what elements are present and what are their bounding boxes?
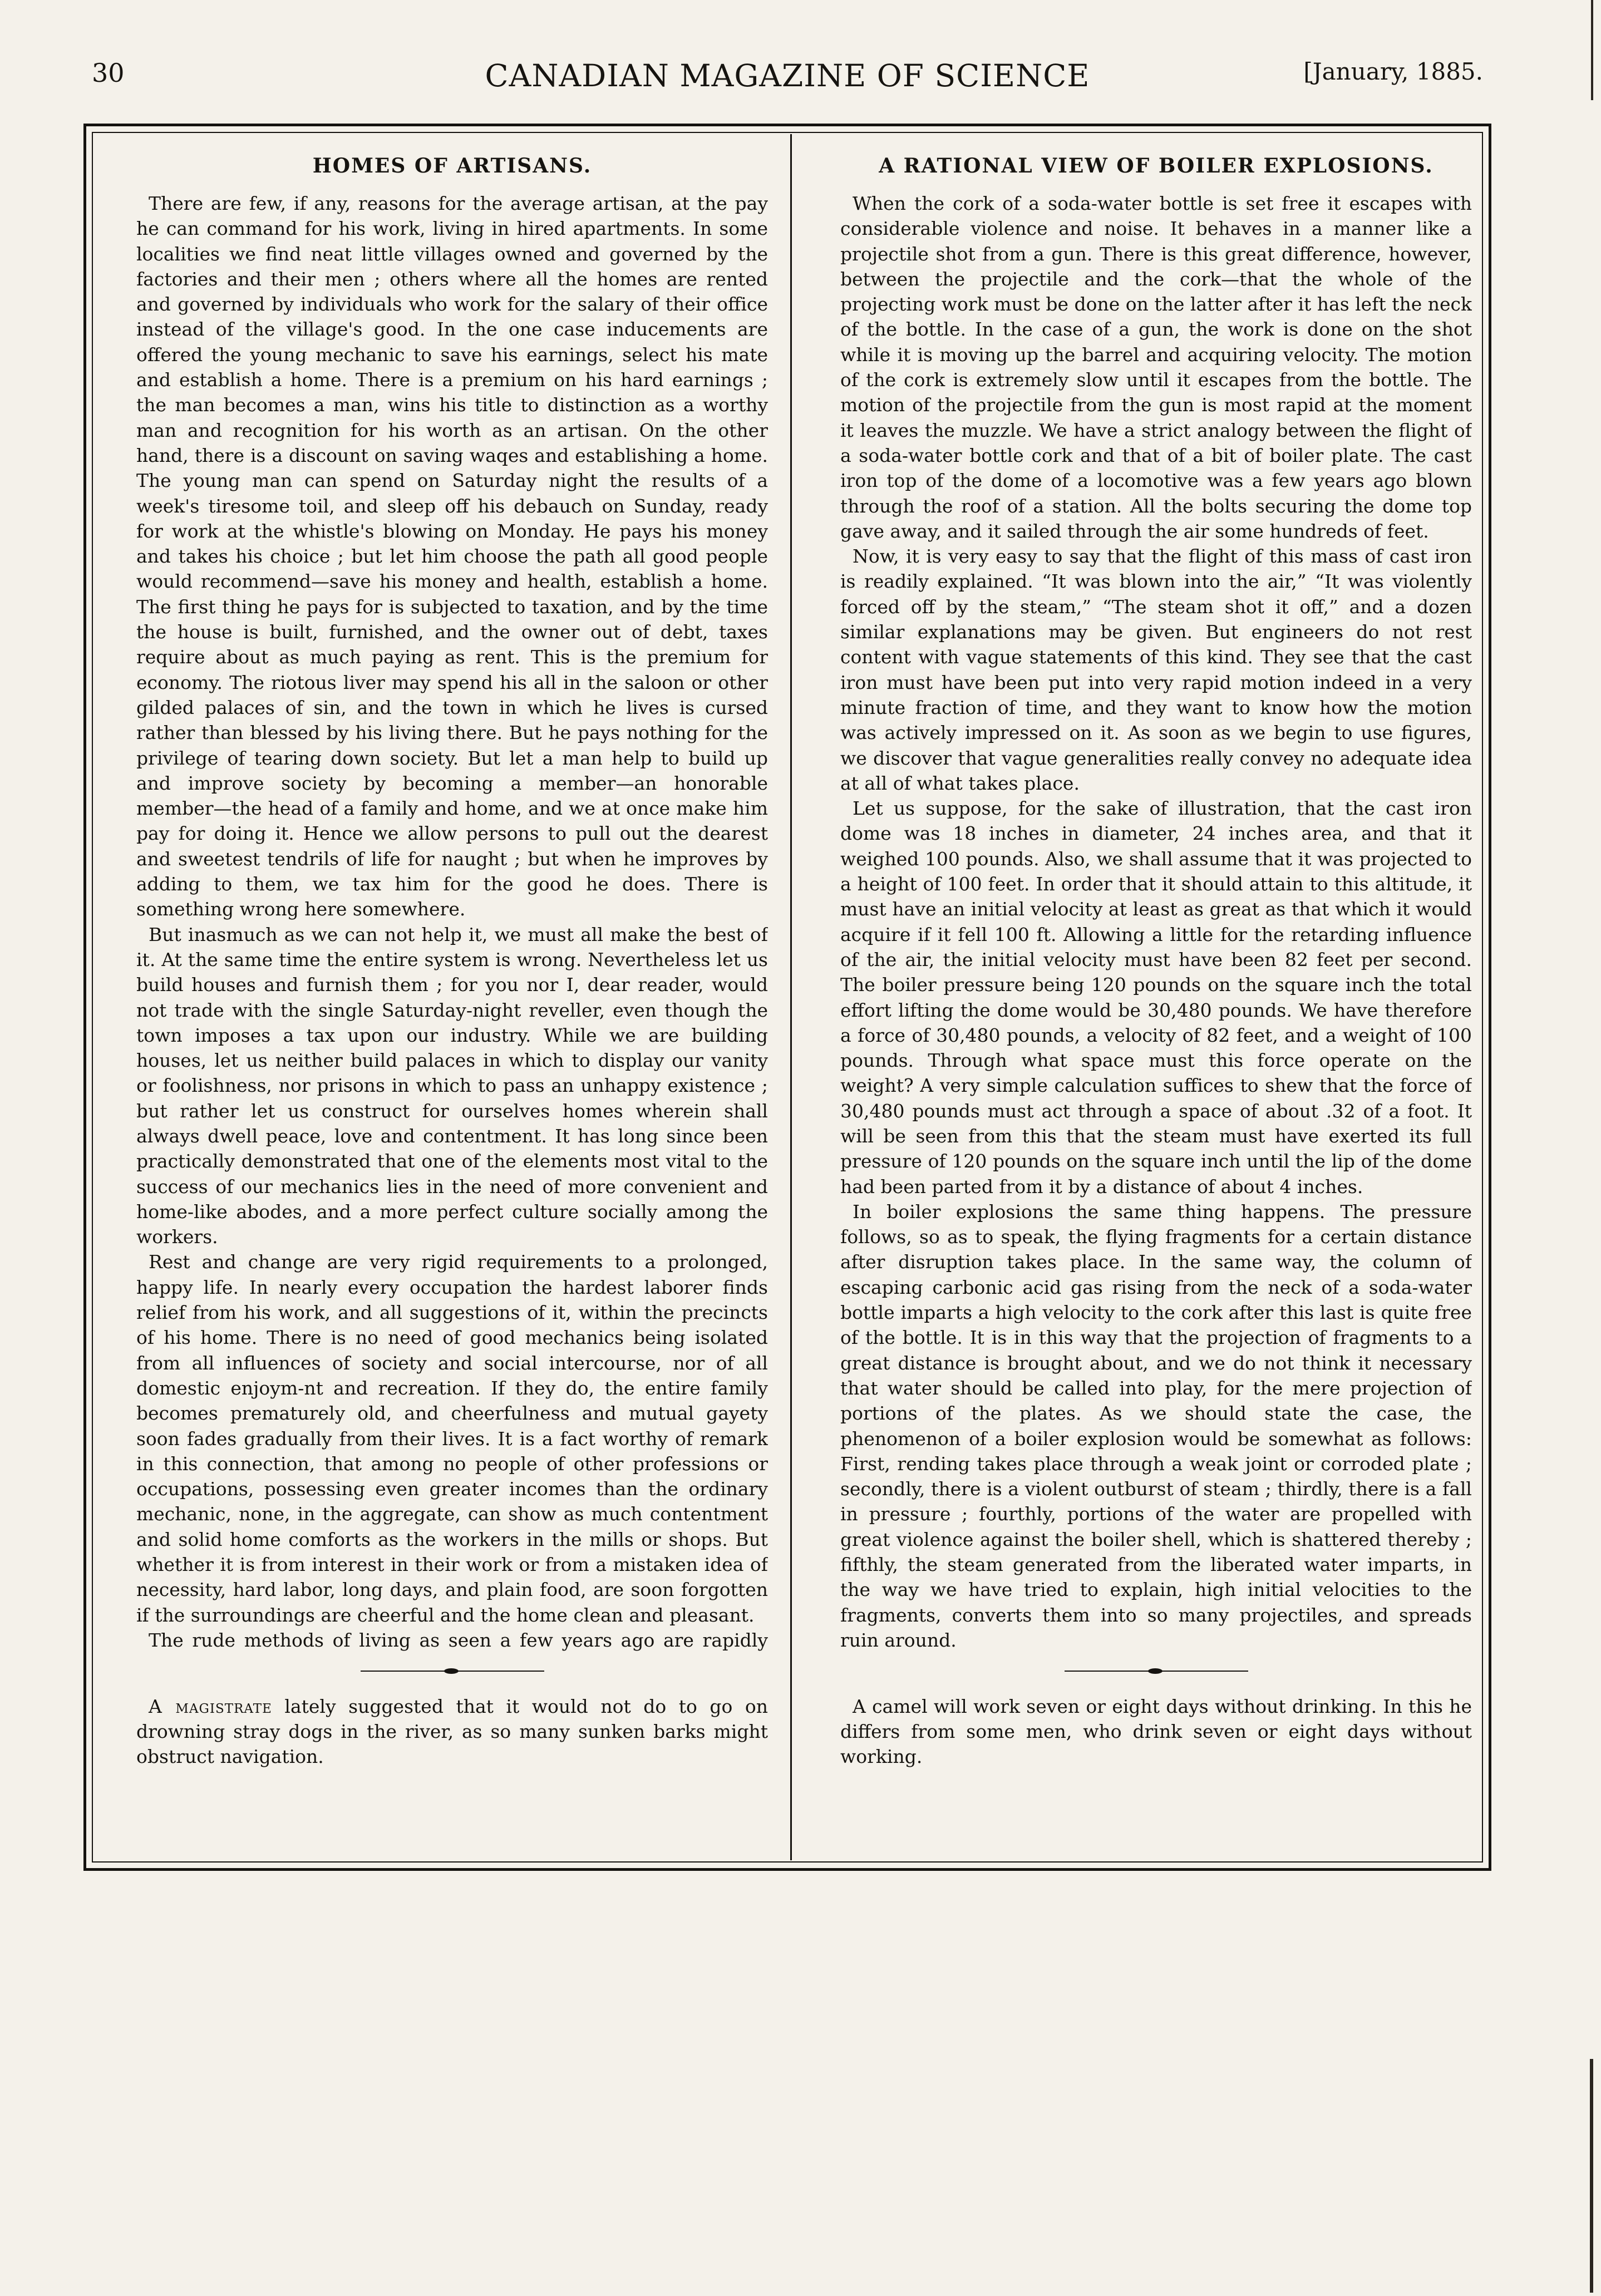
paragraph: There are few, if any, reasons for the average artisan, at the pay he can command for his work, living in hired apartments. In some localities we find neat little villages owned and governed by the factories and their men ; others where all the homes are rented and governed by individuals who work for the salary of their office instead of the village's good. In the one case inducements are offered the young mechanic to save his earnings, select his mate and establish a home. There is a premium on his hard earnings ; the man becomes a man, wins his title to distinction as a worthy man and recognition for his worth as an artisan. On the other hand, there is a discount on saving waqes and establishing a home. The young man can spend on Saturday night the results of a week's tiresome toil, and sleep off his debauch on Sunday, ready for work at the whistle's blowing on Monday. He pays his money and takes his choice ; but let him choose the path all good people would recommend—save his money and health, establish a home. The first thing he pays for is subjected to taxation, and by the time the house is built, furnished, and the owner out of debt, taxes require about as much paying as rent. This is the premium for economy. The riotous liver may spend his all in the saloon or other gilded palaces of sin, and the town in which he lives is cursed rather than blessed by his living there. But he pays nothing for the privilege of tearing down society. But let a man help to build up and improve society by becoming a member—an honorable member—the head of a family and home, and we at once make him pay for doing it. Hence we allow persons to pull out the dearest and sweetest tendrils of life for naught ; but when he improves by adding to them, we tax him for the good he does. There is something wrong here somewhere. xyxy=(136,193,768,920)
scan-edge-mark xyxy=(1591,0,1593,100)
ornamental-rule xyxy=(840,1671,1472,1672)
note-text: lately suggested that it would not do to go on drowning stray dogs in the river, as so many sunken barks might obstruct navigation. xyxy=(136,1696,769,1767)
left-column xyxy=(136,154,768,1769)
article-title: A RATIONAL VIEW OF BOILER EXPLOSIONS. xyxy=(879,154,1433,178)
ornamental-rule xyxy=(136,1671,768,1672)
paragraph: Now, it is very easy to say that the flight of this mass of cast iron is readily explained. “It was blown into the air,” “It was violently forced off by the steam,” “The steam shot it off,” and a dozen similar explanations may be given. But engineers do not rest content with vague statements of this kind. They see that the cast iron must have been put into very rapid motion indeed in a very minute fraction of time, and they want to know how the motion was actively impressed on it. As soon as we begin to use figures, we discover that vague generalities really convey no adequate idea at all of what takes place. xyxy=(840,545,1472,794)
paragraph: But inasmuch as we can not help it, we must all make the best of it. At the same time the entire system is wrong. Nevertheless let us build houses and furnish them ; for you nor I, dear reader, would not trade with the single Saturday-night reveller, even though the town imposes a tax upon our industry. While we are building houses, let us neither build palaces in which to display our vanity or foolishness, nor prisons in which to pass an unhappy existence ; but rather let us construct for ourselves homes wherein shall always dwell peace, love and contentment. It has long since been practically demonstrated that one of the elements most vital to the success of our mechanics lies in the need of more convenient and home-like abodes, and a more perfect culture socially among the workers. xyxy=(136,923,768,1248)
note-lead: A magistrate xyxy=(149,1696,272,1717)
article-boiler-explosions xyxy=(840,154,1472,1654)
paragraph: In boiler explosions the same thing happens. The pressure follows, so as to speak, the flying fragments for a certain distance after disruption takes place. In the same way, the column of escaping carbonic acid gas rising from the neck of a soda-water bottle imparts a high velocity to the cork after this last is quite free of the bottle. It is in this way that the projection of fragments to a great distance is brought about, and we do not think it necessary that water should be called into play, for the mere projection of portions of the plates. As we should state the case, the phenomenon of a boiler explosion would be somewhat as follows: First, rending takes place through a weak joint or corroded plate ; secondly, there is a violent outburst of steam ; thirdly, there is a fall in pressure ; fourthly, portions of the water are propelled with great violence against the boiler shell, which is shattered thereby ; fifthly, the steam generated from the liberated water imparts, in the way we have tried to explain, high initial velocities to the fragments, converts them into so many projectiles, and spreads ruin around. xyxy=(840,1200,1472,1651)
paragraph-final xyxy=(136,1628,768,1654)
page-frame xyxy=(83,124,1491,1871)
page-header xyxy=(92,58,1483,108)
issue-date: [January, 1885. xyxy=(1303,58,1483,85)
magazine-title: CANADIAN MAGAZINE OF SCIENCE xyxy=(485,58,1090,93)
article-homes-of-artisans xyxy=(136,154,768,1654)
paragraph: Let us suppose, for the sake of illustration, that the cast iron dome was 18 inches in diameter, 24 inches area, and that it weighed 100 pounds. Also, we shall assume that it was projected to a height of 100 feet. In order that it should attain to this altitude, it must have an initial velocity at least as great as that which it would acquire if it fell 100 ft. Allowing a little for the retarding influence of the air, the initial velocity must have been 82 feet per second. The boiler pressure being 120 pounds on the square inch the total effort lifting the dome would be 30,480 pounds. We have therefore a force of 30,480 pounds, a velocity of 82 feet, and a weight of 100 pounds. Through what space must this force operate on the weight? A very simple calculation suffices to shew that the force of 30,480 pounds must act through a space of about .32 of a foot. It will be seen from this that the steam must have exerted its full pressure of 120 pounds on the square inch until the lip of the dome had been parted from it by a distance of about 4 inches. xyxy=(840,797,1472,1198)
magistrate-note xyxy=(136,1694,768,1769)
right-column xyxy=(840,154,1472,1769)
paragraph: Rest and change are very rigid requirements to a prolonged, happy life. In nearly every occupation the hardest laborer finds relief from his work, and all suggestions of it, within the precincts of his home. There is no need of good mechanics being isolated from all influences of society and social intercourse, nor of all domestic enjoym-nt and recreation. If they do, the entire family becomes prematurely old, and cheerfulness and mutual gayety soon fades gradually from their lives. It is a fact worthy of remark in this connection, that among no people of other professions or occupations, possessing even greater incomes than the ordinary mechanic, none, in the aggregate, can show as much contentment and solid home comforts as the workers in the mills or shops. But whether it is from interest in their work or from a mistaken idea of necessity, hard labor, long days, and plain food, are soon forgotten if the surroundings are cheerful and the home clean and pleasant. xyxy=(136,1251,768,1626)
article-title: HOMES OF ARTISANS. xyxy=(312,154,592,178)
paragraph: When the cork of a soda-water bottle is set free it escapes with considerable violence and noise. It behaves in a manner like a projectile shot from a gun. There is this great difference, however, between the projectile and the cork—that the whole of the projecting work must be done on the latter after it has left the neck of the bottle. In the case of a gun, the work is done on the shot while it is moving up the barrel and acquiring velocity. The motion of the cork is extremely slow until it escapes from the bottle. The motion of the projectile from the gun is most rapid at the moment it leaves the muzzle. We have a strict analogy between the flight of a soda-water bottle cork and that of a bit of boiler plate. The cast iron top of the dome of a locomotive was a few years ago blown through the roof of a station. All the bolts securing the dome top gave away, and it sailed through the air some hundreds of feet. xyxy=(840,193,1472,542)
scan-edge-mark xyxy=(1590,2059,1593,2293)
paragraph-final xyxy=(840,1653,1472,1654)
camel-note: A camel will work seven or eight days without drinking. In this he differs from some men, who drink seven or eight days without working. xyxy=(840,1696,1472,1767)
page-number: 30 xyxy=(92,58,125,88)
column-divider xyxy=(790,134,792,1860)
paragraph-text: The rude methods of living as seen a few years ago are rapidly xyxy=(149,1629,768,1651)
